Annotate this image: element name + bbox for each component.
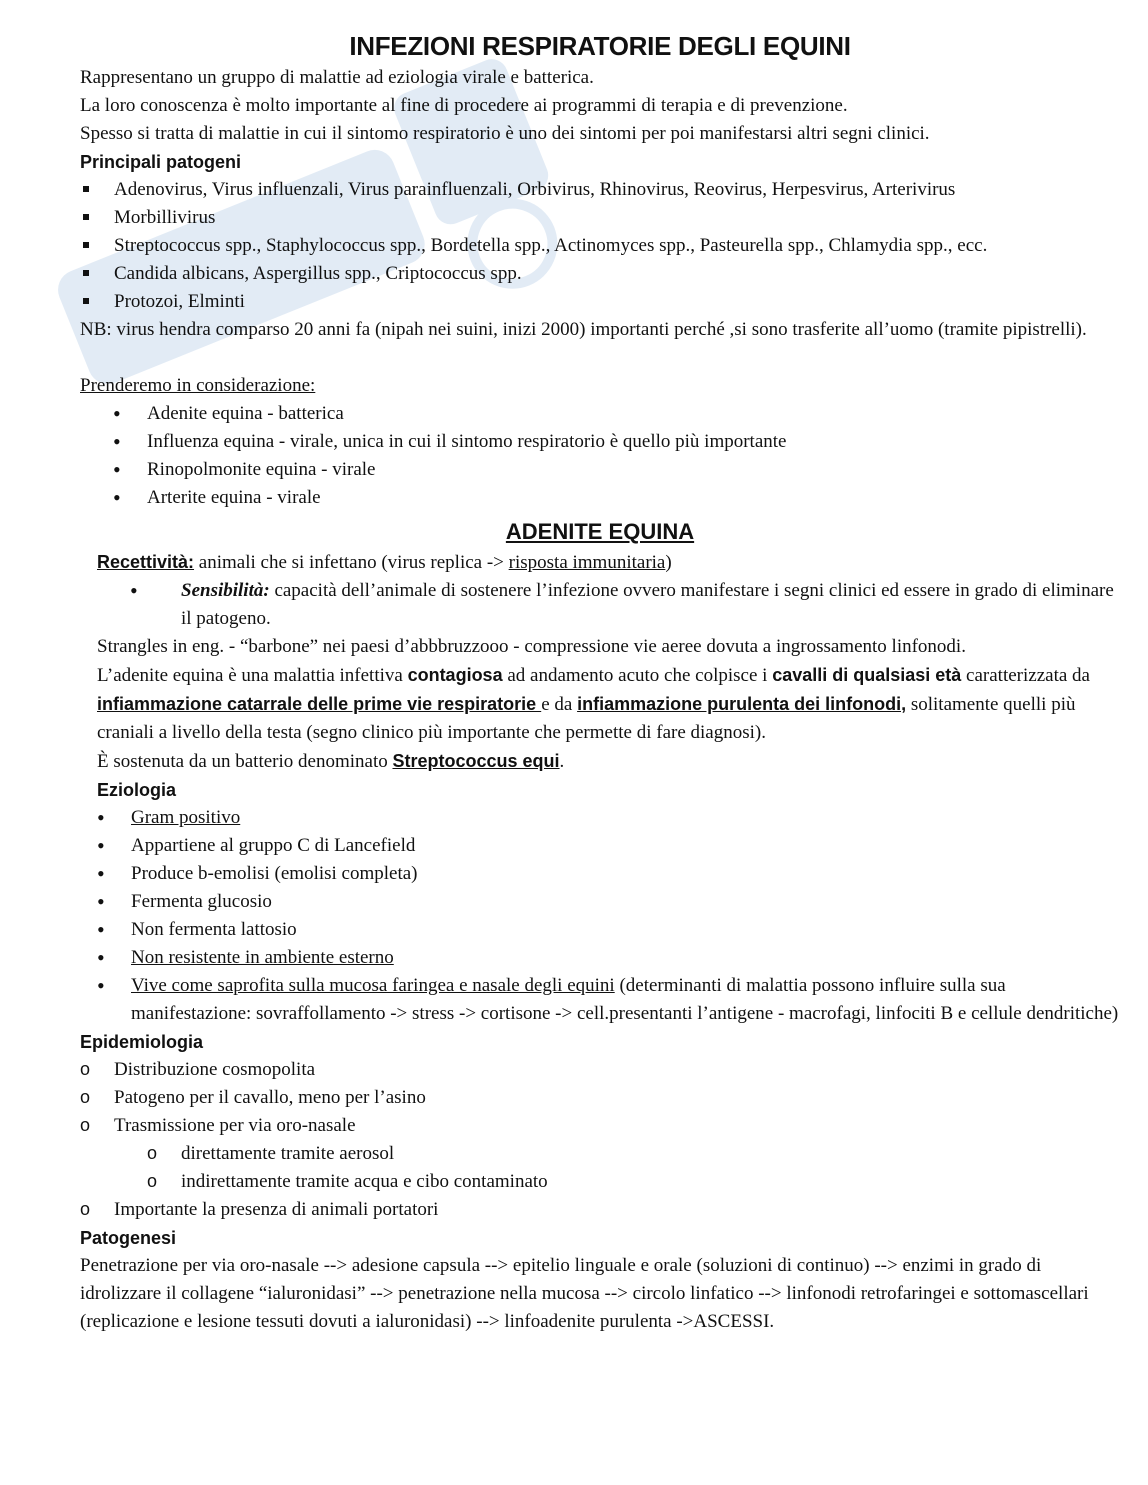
document-page	[80, 28, 1120, 1336]
def-text-3: caratterizzata da	[961, 665, 1090, 686]
list-item: • Influenza equina - virale, unica in cui il sintomo respiratorio è quello più importante	[80, 428, 1120, 456]
def-text-1: L’adenite equina è una malattia infettiva	[97, 665, 408, 686]
list-item: • Arterite equina - virale	[80, 484, 1120, 512]
eziologia-item-text: Gram positivo	[131, 807, 241, 828]
heading-considerazione: Prenderemo in considerazione:	[80, 375, 316, 396]
def-text-2: ad andamento acuto che colpisce i	[502, 665, 773, 686]
list-item	[80, 972, 1120, 1028]
def-infiammazione-purulenta: infiammazione purulenta dei linfonodi,	[577, 694, 907, 714]
list-item: Streptococcus spp., Staphylococcus spp., Bordetella spp., Actinomyces spp., Pasteurella spp., Chlamydia spp., ecc.	[80, 232, 1120, 260]
def-text-5: solitamente quelli più craniali a livello della testa (segno clinico più importante che permette di fare diagnosi).	[97, 694, 1076, 743]
adenite-definition	[97, 661, 1120, 747]
list-item: o direttamente tramite aerosol	[80, 1140, 1120, 1168]
recettivita-end: )	[665, 552, 672, 573]
list-item: o indirettamente tramite acqua e cibo contaminato	[80, 1168, 1120, 1196]
list-item: • Produce b-emolisi (emolisi completa)	[80, 860, 1120, 888]
def-infiammazione-catarrale: infiammazione catarrale delle prime vie respiratorie	[97, 694, 542, 714]
eziologia-list	[80, 804, 1120, 1028]
patogeni-list	[80, 176, 1120, 316]
list-item: Protozoi, Elminti	[80, 288, 1120, 316]
list-item	[80, 804, 1120, 832]
adenite-section	[80, 548, 1120, 804]
list-item: • Fermenta glucosio	[80, 888, 1120, 916]
list-item	[80, 944, 1120, 972]
sensibilita-list	[97, 577, 1120, 633]
eziologia-item-text: Non resistente in ambiente esterno	[131, 947, 394, 968]
def-contagiosa: contagiosa	[407, 665, 503, 685]
heading-patogenesi: Patogenesi	[80, 1228, 177, 1248]
list-item: o Distribuzione cosmopolita	[80, 1056, 1120, 1084]
recettivita-line	[97, 548, 1120, 577]
list-item: Adenovirus, Virus influenzali, Virus parainfluenzali, Orbivirus, Rhinovirus, Reovirus, Herpesvirus, Arterivirus	[80, 176, 1120, 204]
considerazione-list	[80, 400, 1120, 512]
intro-line-2: La loro conoscenza è molto importante al fine di procedere ai programmi di terapia e di prevenzione.	[80, 95, 848, 116]
batterio-name: Streptococcus equi	[392, 751, 560, 771]
patogenesi-text: Penetrazione per via oro-nasale --> adesione capsula --> epitelio linguale e orale (soluzioni di continuo) --> enzimi in grado di idrolizzare il collagene “ialuronidasi” --> penetrazione nella mucosa --> circolo linfatico --> linfonodi retrofaringei e sottomascellari (replicazione e lesione tessuti dovuti a ialuronidasi) --> linfoadenite purulenta ->ASCESSI.	[80, 1255, 1089, 1332]
heading-eziologia: Eziologia	[97, 780, 177, 800]
def-text-4: e da	[541, 694, 578, 715]
intro-line-1: Rappresentano un gruppo di malattie ad eziologia virale e batterica.	[80, 67, 594, 88]
recettivita-underlined: risposta immunitaria	[508, 552, 666, 573]
epidemiologia-list	[80, 1056, 1120, 1224]
section-title-adenite: ADENITE EQUINA	[505, 519, 695, 544]
list-item: o Patogeno per il cavallo, meno per l’asino	[80, 1084, 1120, 1112]
list-item: • Appartiene al gruppo C di Lancefield	[80, 832, 1120, 860]
list-item: o Trasmissione per via oro-nasale	[80, 1112, 1120, 1140]
list-item: • Adenite equina - batterica	[80, 400, 1120, 428]
list-item: Candida albicans, Aspergillus spp., Criptococcus spp.	[80, 260, 1120, 288]
sensibilita-label: Sensibilità:	[181, 580, 270, 601]
nb-note: NB: virus hendra comparso 20 anni fa (nipah nei suini, inizi 2000) importanti perché ,si sono trasferite all’uomo (tramite pipistrelli).	[80, 319, 1087, 340]
batterio-end: .	[559, 751, 565, 772]
batterio-text: È sostenuta da un batterio denominato	[97, 751, 393, 772]
heading-epidemiologia: Epidemiologia	[80, 1032, 204, 1052]
heading-patogeni: Principali patogeni	[80, 152, 242, 172]
list-item: Morbillivirus	[80, 204, 1120, 232]
def-cavalli: cavalli di qualsiasi età	[772, 665, 962, 685]
batterio-line	[97, 747, 1120, 776]
list-item: • Rinopolmonite equina - virale	[80, 456, 1120, 484]
list-item: o Importante la presenza di animali portatori	[80, 1196, 1120, 1224]
eziologia-item-rest: (determinanti di malattia possono influire sulla sua manifestazione: sovraffollamento -> stress -> cortisone -> cell.presentanti l’antigene - macrofagi, linfociti B e cellule dendritiche)	[131, 975, 1119, 1024]
recettivita-text: animali che si infettano (virus replica ->	[194, 552, 509, 573]
eziologia-item-underlined: Vive come saprofita sulla mucosa faringea e nasale degli equini	[131, 975, 615, 996]
strangles-line: Strangles in eng. - “barbone” nei paesi d’abbbruzzooo - compressione vie aeree dovuta a ingrossamento linfonodi.	[97, 636, 966, 657]
recettivita-label: Recettività:	[97, 552, 195, 572]
sensibilita-text: capacità dell’animale di sostenere l’infezione ovvero manifestare i segni clinici ed essere in grado di eliminare il patogeno.	[181, 580, 1114, 629]
page-title: INFEZIONI RESPIRATORIE DEGLI EQUINI	[349, 31, 851, 61]
intro-line-3: Spesso si tratta di malattie in cui il sintomo respiratorio è uno dei sintomi per poi manifestarsi altri segni clinici.	[80, 123, 930, 144]
list-item	[97, 577, 1120, 633]
list-item: • Non fermenta lattosio	[80, 916, 1120, 944]
